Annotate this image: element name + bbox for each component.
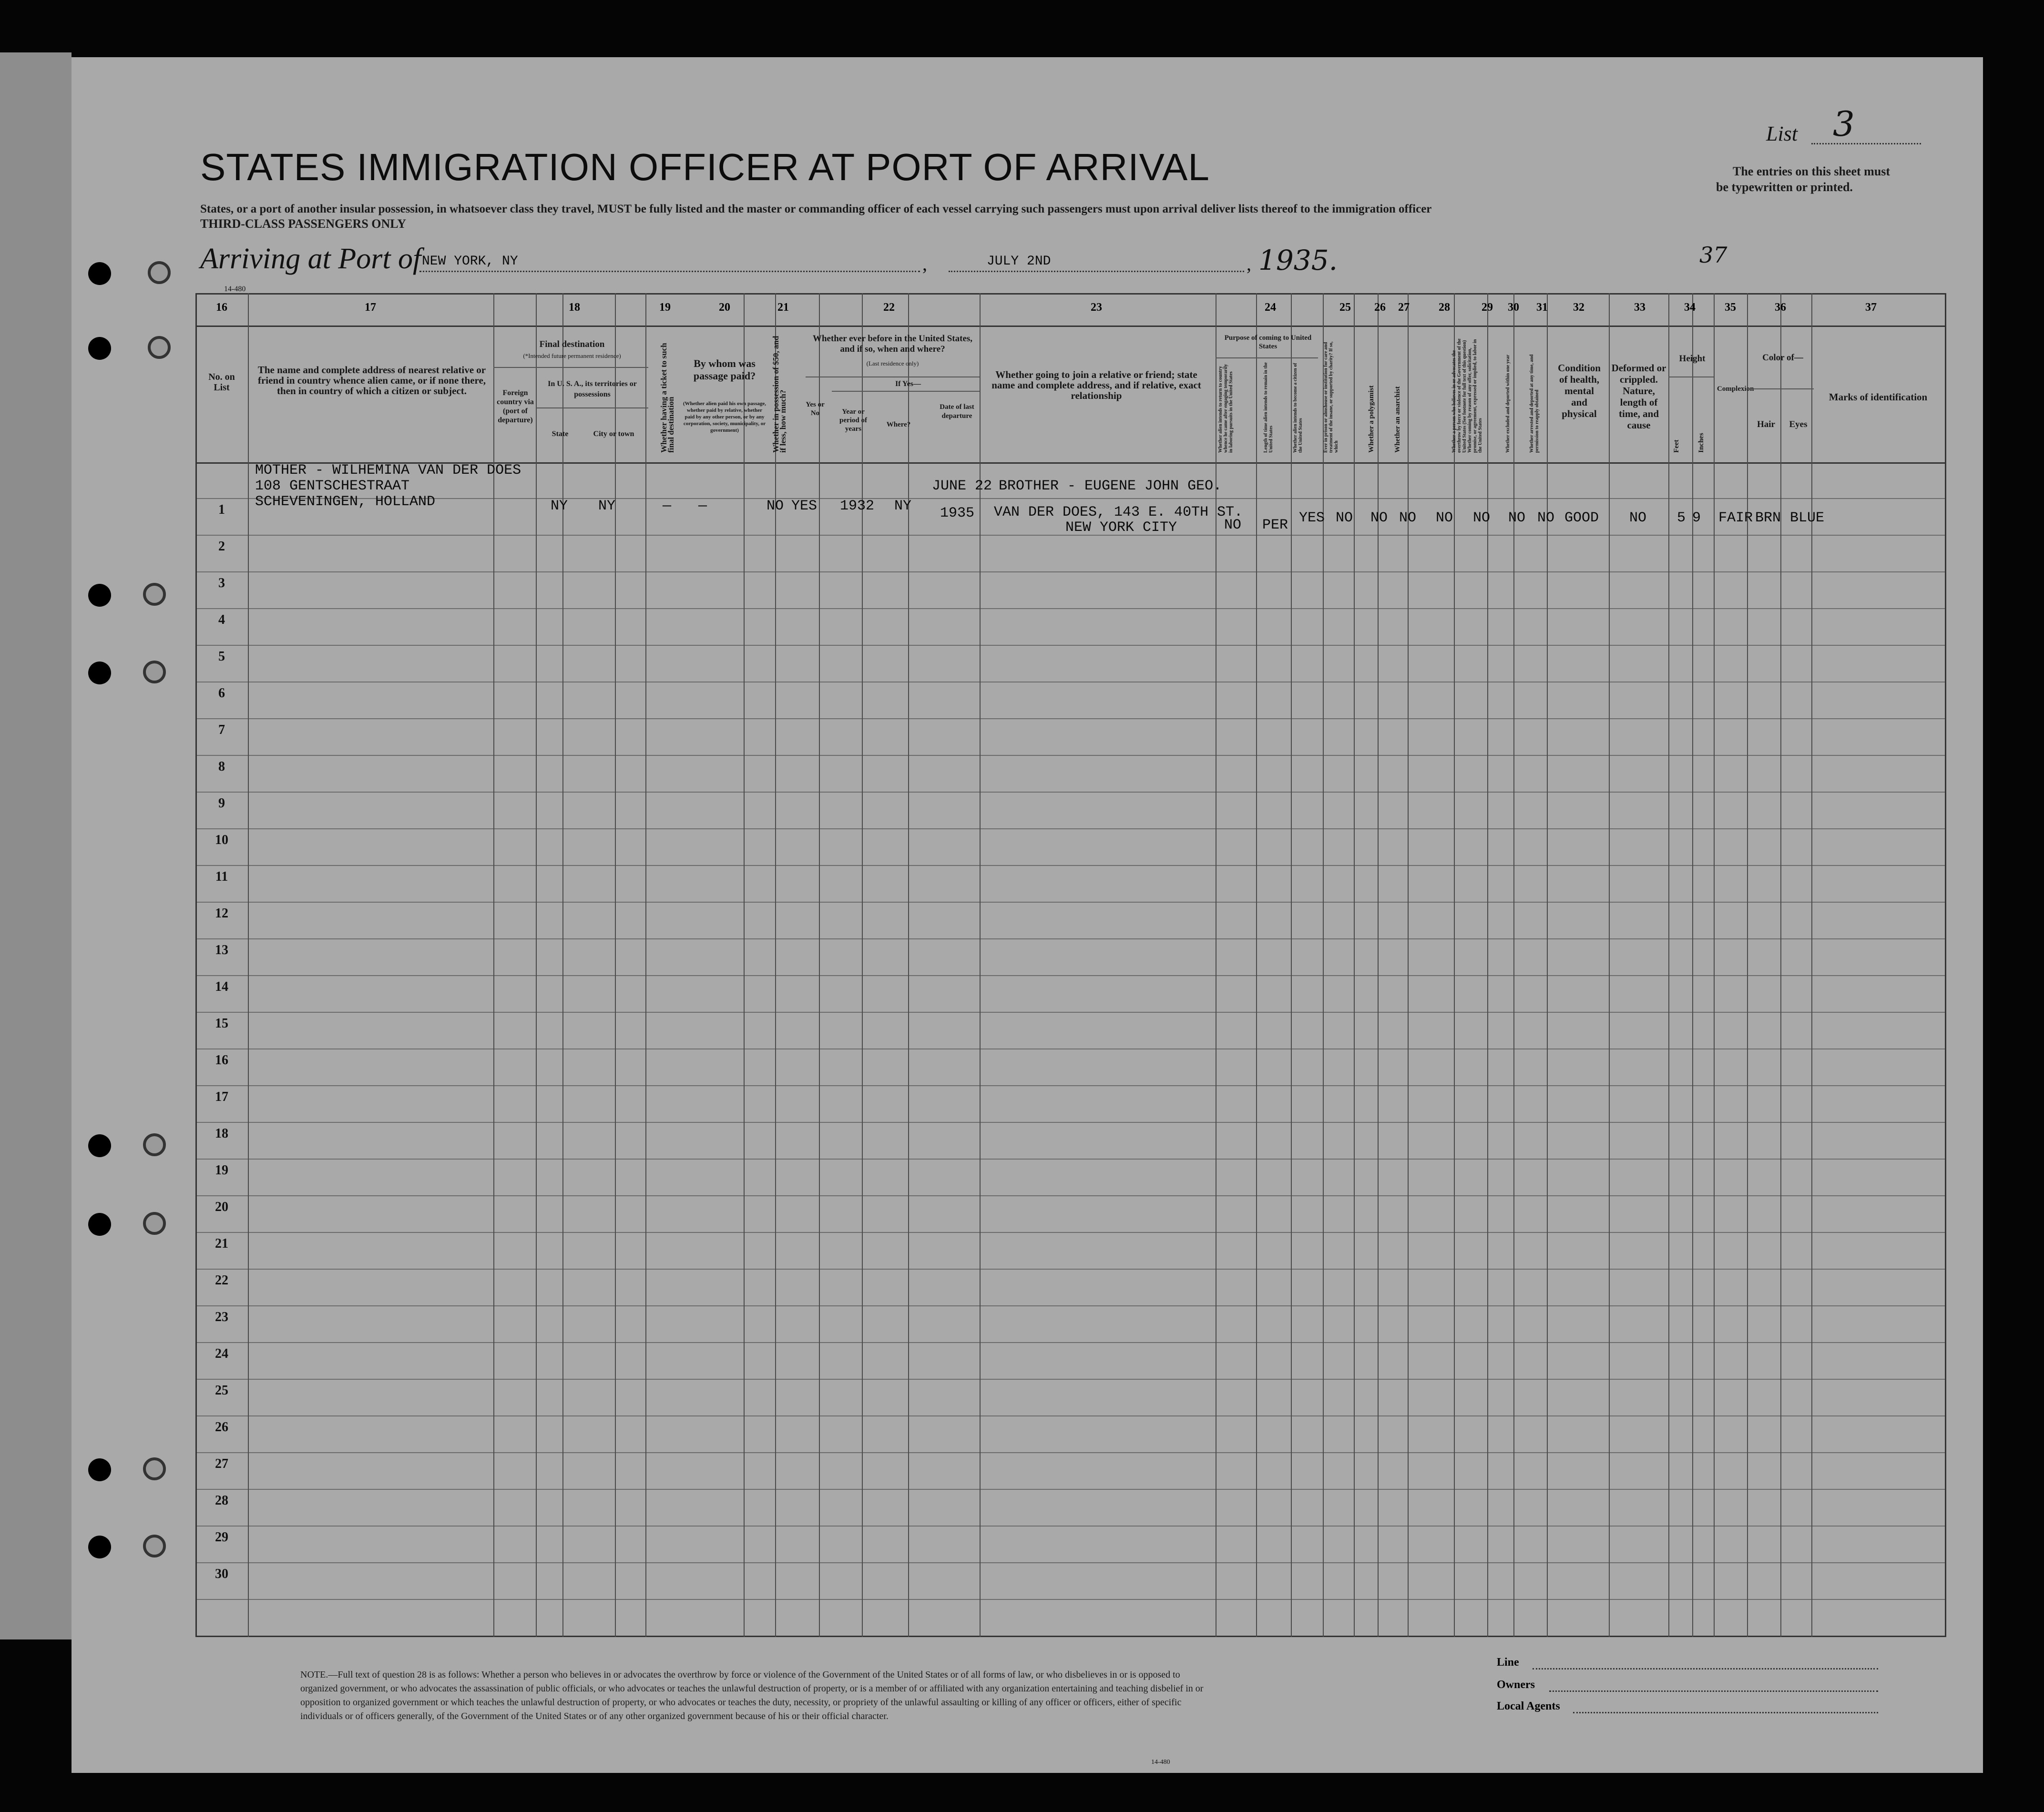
row-number: 25 bbox=[215, 1383, 228, 1398]
row-number: 22 bbox=[215, 1273, 228, 1288]
row-number: 8 bbox=[218, 759, 225, 774]
date-value: JULY 2ND bbox=[987, 254, 1051, 269]
row-number: 24 bbox=[215, 1346, 228, 1361]
port-line bbox=[419, 271, 920, 272]
line-field bbox=[1533, 1668, 1878, 1669]
binder-hole bbox=[88, 1213, 111, 1236]
binder-hole bbox=[88, 337, 111, 360]
hdr-purpose: Purpose of coming to United States bbox=[1224, 334, 1312, 350]
hdr-c31: Whether arrested and deported at any time, and permission to reapply obtained bbox=[1529, 354, 1540, 453]
c30-value: NO bbox=[1508, 510, 1526, 526]
hdr-year-period: Year or period of years bbox=[839, 408, 867, 433]
binder-ring bbox=[143, 1212, 166, 1235]
comma: , bbox=[922, 253, 927, 275]
hdr-deformed: Deformed or crippled. Nature, length of time, and cause bbox=[1611, 362, 1666, 431]
hdr-complexion: Complexion bbox=[1717, 385, 1754, 393]
col-num-31: 31 bbox=[1536, 301, 1548, 314]
hdr-feet: Feet bbox=[1673, 439, 1680, 453]
hdr-c28: Whether a person who believes in or advocates the overthrow by force or violence of the Government of the United States (See footnote for full text of this question) bbox=[1451, 338, 1467, 453]
col-num-19: 19 bbox=[659, 301, 671, 314]
binder-ring bbox=[148, 336, 171, 359]
c31-value: NO bbox=[1537, 510, 1555, 526]
col-num-28: 28 bbox=[1439, 301, 1450, 314]
hdr-c25: Ever in prison or almshouse or institution for care and treatment of the insane, or supported by charity? If so, which bbox=[1323, 341, 1339, 453]
row-number: 2 bbox=[218, 539, 225, 554]
port-value: NEW YORK, NY bbox=[422, 254, 518, 269]
form-code: 14-480 bbox=[224, 285, 246, 293]
hdr-date-departure: Date of last departure bbox=[940, 403, 974, 420]
c29-value: NO bbox=[1473, 510, 1491, 526]
row-number: 7 bbox=[218, 723, 225, 737]
city-value: NY bbox=[598, 498, 616, 514]
ticket-value: — bbox=[663, 498, 672, 514]
hdr-rule-22b bbox=[832, 391, 980, 392]
year-value: 1932 bbox=[840, 498, 875, 514]
paid-by-value: — bbox=[698, 498, 707, 514]
hdr-yes-or-no: Yes or No bbox=[806, 401, 825, 417]
local-agents-label: Local Agents bbox=[1497, 1700, 1560, 1712]
hair-value: BRN bbox=[1755, 510, 1781, 526]
adjacent-page-strip bbox=[0, 52, 72, 1639]
col-num-17: 17 bbox=[365, 301, 376, 314]
col-num-18: 18 bbox=[569, 301, 580, 314]
line-label: Line bbox=[1497, 1656, 1519, 1669]
joining-line-1: BROTHER - EUGENE JOHN GEO. bbox=[999, 478, 1222, 494]
question-28-footnote: NOTE.—Full text of question 28 is as follows: Whether a person who believes in or advocates the overthrow by force or violence of the Government of the United States or of all forms of law, or who disbelieves in or is opposed to organized government, or who advocates the assassination of public officials, or who advocates or teaches the unlawful destruction of property, or is a member of or affiliated with any organization entertaining and teaching disbelief in or opposition to organized government or which teaches the unlawful destruction of property, or who advocates or teaches the duty, necessity, or propriety of the unlawful assaulting or killing of any officer or officers, either of specific individuals or of officers generally, of the Government of the United States or of any other organized government because of his or their official character. bbox=[300, 1669, 1204, 1721]
row-number: 9 bbox=[218, 796, 225, 811]
col-num-26: 26 bbox=[1374, 301, 1386, 314]
col-num-24: 24 bbox=[1265, 301, 1276, 314]
c28-value: NO bbox=[1436, 510, 1453, 526]
row-number: 13 bbox=[215, 943, 228, 957]
owners-label: Owners bbox=[1497, 1679, 1535, 1691]
binder-ring bbox=[143, 583, 166, 606]
row-number: 6 bbox=[218, 686, 225, 701]
binder-hole bbox=[88, 1134, 111, 1157]
arriving-label: Arriving at Port of bbox=[200, 243, 421, 275]
hdr-state: State bbox=[552, 430, 569, 438]
row-number: 30 bbox=[215, 1567, 228, 1581]
col-num-22: 22 bbox=[883, 301, 895, 314]
hdr-ever-before-note: (Last residence only) bbox=[866, 360, 919, 367]
binder-ring bbox=[143, 1535, 166, 1558]
row-number: 10 bbox=[215, 833, 228, 847]
hdr-in-usa: In U. S. A., its territories or possessions bbox=[548, 380, 637, 398]
footer-form-code: 14-480 bbox=[1151, 1759, 1170, 1766]
feet-value: 5 bbox=[1677, 510, 1686, 526]
joining-line-2: VAN DER DOES, 143 E. 40TH ST. bbox=[994, 504, 1243, 520]
list-number: 3 bbox=[1833, 104, 1855, 144]
hdr-where: Where? bbox=[886, 421, 911, 428]
inches-value: 9 bbox=[1692, 510, 1701, 526]
hdr-possession-50: Whether in possession of $50, and if less, how much? bbox=[771, 336, 787, 453]
hdr-purpose-c: Whether alien intends to become a citizen of the United States bbox=[1293, 363, 1303, 453]
hdr-rule-24 bbox=[1216, 357, 1318, 358]
col-num-23: 23 bbox=[1091, 301, 1102, 314]
hdr-relative-address: The name and complete address of nearest relative or friend in country whence alien came, or if none there, then in country of which a citizen or subject. bbox=[257, 364, 486, 397]
row-number: 18 bbox=[215, 1126, 228, 1141]
row-number: 16 bbox=[215, 1053, 228, 1068]
eyes-value: BLUE bbox=[1790, 510, 1825, 526]
health-value: GOOD bbox=[1564, 510, 1599, 526]
year-value: 1935. bbox=[1258, 244, 1338, 276]
relative-line-3: SCHEVENINGEN, HOLLAND bbox=[255, 494, 436, 510]
binder-hole bbox=[88, 662, 111, 684]
row-number: 11 bbox=[215, 869, 228, 884]
date-line bbox=[949, 271, 1244, 272]
hdr-by-whom: By whom was passage paid? bbox=[693, 357, 756, 382]
col-num-16: 16 bbox=[216, 301, 227, 314]
hdr-ticket: Whether having a ticket to such final destination bbox=[659, 343, 675, 453]
binder-hole bbox=[88, 262, 111, 285]
binder-ring bbox=[143, 661, 166, 683]
joining-line-3: NEW YORK CITY bbox=[1065, 519, 1177, 536]
col-num-21: 21 bbox=[777, 301, 789, 314]
hdr-eyes: Eyes bbox=[1789, 419, 1808, 429]
col-num-33: 33 bbox=[1634, 301, 1645, 314]
sheet-number: 37 bbox=[1699, 242, 1727, 268]
hdr-city: City or town bbox=[593, 430, 634, 438]
comma-2: , bbox=[1247, 253, 1251, 275]
hdr-no-on-list: No. on List bbox=[208, 372, 235, 393]
row-number: 5 bbox=[218, 649, 225, 664]
hdr-anarchist: Whether an anarchist bbox=[1394, 386, 1401, 453]
row-number: 17 bbox=[215, 1089, 228, 1104]
binder-hole bbox=[88, 1458, 111, 1481]
form-title: STATES IMMIGRATION OFFICER AT PORT OF ARRIVAL bbox=[200, 146, 1210, 188]
owners-field bbox=[1549, 1690, 1878, 1692]
row-number: 14 bbox=[215, 979, 228, 994]
hdr-rule-18 bbox=[493, 367, 648, 368]
row-number: 4 bbox=[218, 612, 225, 627]
ever-before-value: YES bbox=[791, 498, 818, 514]
hdr-rule-18b bbox=[536, 407, 648, 408]
row-number: 12 bbox=[215, 906, 228, 921]
hdr-ever-before: Whether ever before in the United States, and if so, when and where? bbox=[812, 334, 973, 354]
hdr-foreign-country: Foreign country via (port of departure) bbox=[497, 389, 534, 424]
c27-value: NO bbox=[1399, 510, 1417, 526]
local-agents-field bbox=[1573, 1712, 1878, 1713]
hdr-joining-relative: Whether going to join a relative or friend; state name and complete address, and if relative, exact relationship bbox=[991, 369, 1201, 401]
hdr-if-yes: If Yes— bbox=[895, 380, 921, 388]
c26-value: NO bbox=[1370, 510, 1388, 526]
binder-ring bbox=[143, 1457, 166, 1480]
hdr-purpose-b: Length of time alien intends to remain in the United States bbox=[1263, 362, 1274, 453]
hdr-by-whom-note: (Whether alien paid his own passage, whether paid by relative, whether paid by any other person, or by any corporation, society, municipality, or government) bbox=[683, 401, 766, 433]
row-number: 3 bbox=[218, 576, 225, 590]
typewritten-note: The entries on this sheet must bbox=[1733, 164, 1891, 178]
col-num-35: 35 bbox=[1725, 301, 1736, 314]
row-number: 23 bbox=[215, 1310, 228, 1324]
binder-ring bbox=[148, 261, 171, 284]
binder-hole bbox=[88, 1536, 111, 1558]
hdr-polygamist: Whether a polygamist bbox=[1368, 385, 1375, 453]
c25-value: NO bbox=[1336, 510, 1353, 526]
row-number: 19 bbox=[215, 1163, 228, 1178]
col-num-25: 25 bbox=[1339, 301, 1351, 314]
relative-line-1: MOTHER - WILHEMINA VAN DER DOES bbox=[255, 462, 521, 478]
typewritten-note-2: be typewritten or printed. bbox=[1716, 180, 1853, 194]
row-number: 21 bbox=[215, 1236, 228, 1251]
binder-ring bbox=[143, 1133, 166, 1156]
row-number: 26 bbox=[215, 1420, 228, 1435]
hdr-c30: Whether excluded and deported within one year bbox=[1505, 355, 1511, 453]
manifest-table bbox=[195, 293, 1945, 1637]
hdr-final-destination-note: (*Intended future permanent residence) bbox=[523, 352, 621, 359]
form-subtitle: States, or a port of another insular possession, in whatsoever class they travel, MUST be fully listed and the master or commanding officer of each vessel carrying such passengers must upon arrival deliver lists thereof to the immigration officer bbox=[200, 203, 1432, 215]
purpose-a-value: NO bbox=[1224, 517, 1242, 533]
col-num-32: 32 bbox=[1573, 301, 1584, 314]
hdr-rule-36 bbox=[1747, 388, 1814, 389]
where-value: NY bbox=[894, 498, 912, 514]
col-num-20: 20 bbox=[719, 301, 730, 314]
list-label: List bbox=[1766, 122, 1798, 145]
hdr-purpose-a: Whether alien intends to return to country whence he came after engaging temporarily in laboring pursuits in the United States bbox=[1218, 364, 1234, 453]
row-number: 29 bbox=[215, 1530, 228, 1545]
row-number: 20 bbox=[215, 1200, 228, 1214]
row-number: 27 bbox=[215, 1456, 228, 1471]
list-number-line bbox=[1811, 143, 1921, 144]
col-num-29: 29 bbox=[1482, 301, 1493, 314]
purpose-c-value: YES bbox=[1299, 510, 1325, 526]
row-number: 28 bbox=[215, 1493, 228, 1508]
deformed-value: NO bbox=[1629, 510, 1647, 526]
binder-hole bbox=[88, 584, 111, 607]
relative-line-2: 108 GENTSCHESTRAAT bbox=[255, 478, 410, 494]
hdr-health: Condition of health, mental and physical bbox=[1558, 362, 1601, 419]
state-value: NY bbox=[551, 498, 568, 514]
col-num-30: 30 bbox=[1508, 301, 1519, 314]
row-number: 1 bbox=[218, 502, 225, 517]
departure-line-1: JUNE 22 bbox=[932, 478, 992, 494]
col-num-27: 27 bbox=[1398, 301, 1410, 314]
hdr-c29: Whether coming by reason of any offer, solicitation, promise, or agreement, expressed or implied, to labor in the United States bbox=[1467, 339, 1483, 453]
hdr-inches: Inches bbox=[1697, 433, 1705, 453]
col-num-37: 37 bbox=[1865, 301, 1877, 314]
col-num-36: 36 bbox=[1775, 301, 1786, 314]
hdr-final-destination: Final destination bbox=[539, 339, 605, 349]
col-num-34: 34 bbox=[1684, 301, 1696, 314]
departure-line-2: 1935 bbox=[940, 505, 975, 521]
hdr-marks: Marks of identification bbox=[1829, 391, 1928, 403]
possession-value: NO bbox=[766, 498, 784, 514]
hdr-height: Height bbox=[1679, 354, 1706, 364]
hdr-color-of: Color of— bbox=[1762, 353, 1803, 363]
passenger-class: THIRD-CLASS PASSENGERS ONLY bbox=[200, 217, 407, 231]
row-number: 15 bbox=[215, 1016, 228, 1031]
purpose-b-value: PER bbox=[1262, 517, 1288, 533]
complexion-value: FAIR bbox=[1718, 510, 1753, 526]
hdr-hair: Hair bbox=[1757, 419, 1775, 429]
